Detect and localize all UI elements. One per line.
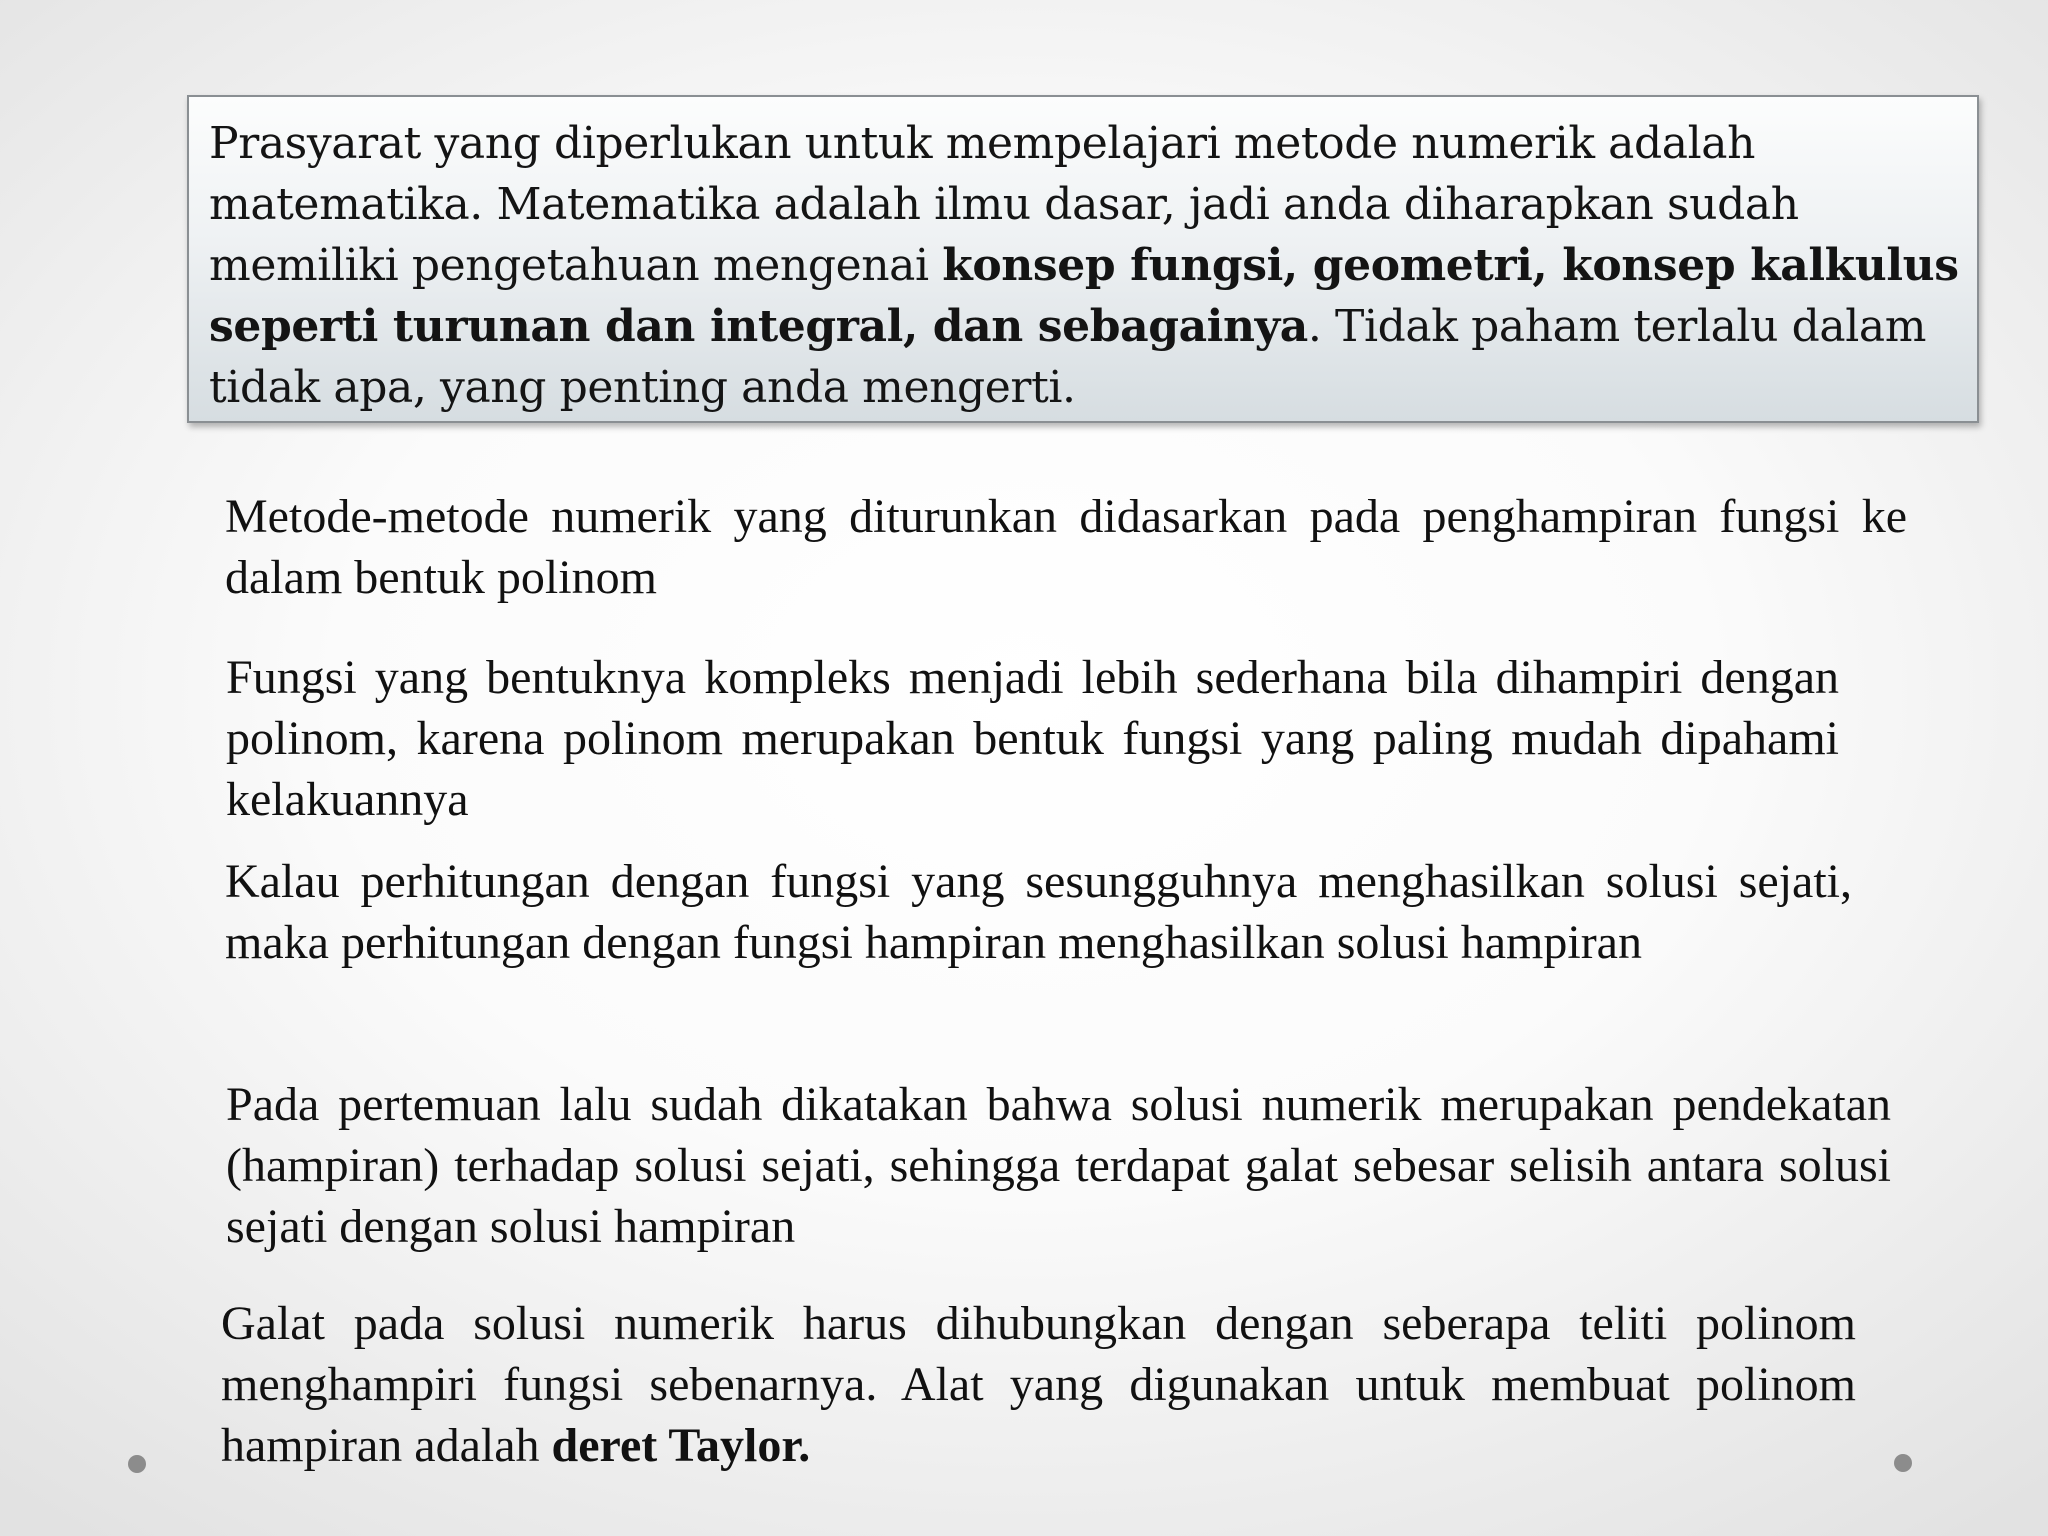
paragraph-numerical-error: Pada pertemuan lalu sudah dikatakan bahwa solusi numerik merupakan pendekatan (hampiran) terhadap solusi sejati, sehingga terdapat galat sebesar selisih antara solusi sejati dengan solusi hampiran [226, 1078, 1891, 1253]
taylor-paragraph-text: Galat pada solusi numerik harus dihubungkan dengan seberapa teliti polinom menghampiri fungsi sebenarnya. Alat yang digunakan untuk membuat polinom hampiran adalah [221, 1297, 1856, 1472]
intro-text-part-2: . Tidak paham terlalu dalam tidak apa, yang penting anda mengerti. [209, 301, 1927, 413]
intro-text-box [187, 95, 1979, 423]
paragraph-complex-function: Fungsi yang bentuknya kompleks menjadi lebih sederhana bila dihampiri dengan polinom, karena polinom merupakan bentuk fungsi yang paling mudah dipahami kelakuannya [226, 651, 1839, 826]
right-dot-icon [1894, 1454, 1912, 1472]
paragraph-polynomial-approximation: Metode-metode numerik yang diturunkan didasarkan pada penghampiran fungsi ke dalam bentuk polinom [225, 490, 1907, 604]
intro-text-part-1: Prasyarat yang diperlukan untuk mempelajari metode numerik adalah matematika. Matematika adalah ilmu dasar, jadi anda diharapkan sudah memiliki pengetahuan mengenai [209, 118, 1799, 291]
paragraph-taylor-series [221, 1293, 1856, 1476]
paragraph-true-solution: Kalau perhitungan dengan fungsi yang sesungguhnya menghasilkan solusi sejati, maka perhitungan dengan fungsi hampiran menghasilkan solusi hampiran [225, 855, 1852, 969]
left-dot-icon [128, 1455, 146, 1473]
intro-bold-text: konsep fungsi, geometri, konsep kalkulus seperti turunan dan integral, dan sebagainya [209, 240, 1959, 352]
taylor-bold-text: deret Taylor. [551, 1419, 811, 1472]
